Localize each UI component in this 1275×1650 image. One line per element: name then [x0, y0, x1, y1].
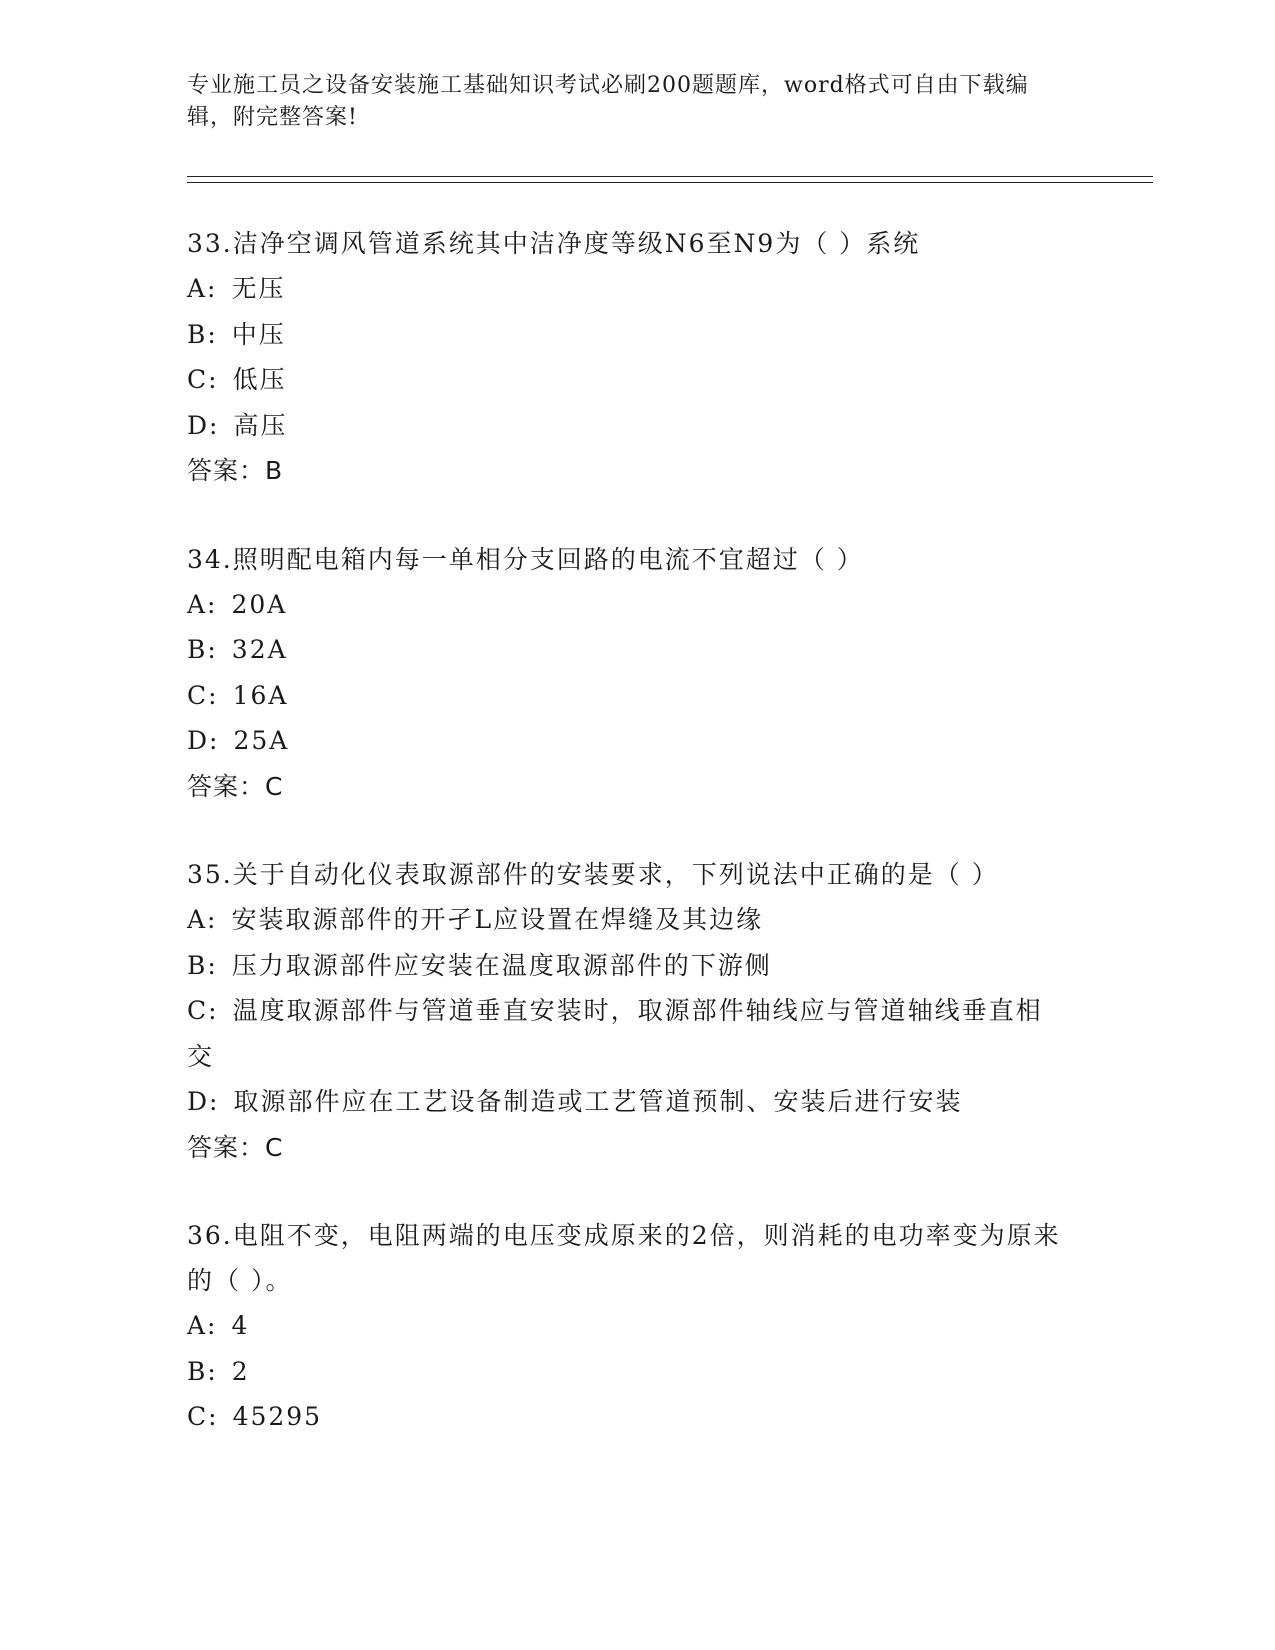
option-text: 25A — [233, 726, 290, 755]
option-key: D: — [187, 726, 220, 755]
option-text: 安装取源部件的开孑L应设置在焊缝及其边缘 — [231, 905, 764, 934]
option-text: 温度取源部件与管道垂直安装时，取源部件轴线应与管道轴线垂直相交 — [187, 996, 1043, 1071]
document-page — [187, 70, 1157, 1483]
option-key: A: — [187, 274, 218, 303]
header-divider — [187, 176, 1153, 183]
option-key: B: — [187, 950, 218, 980]
option-key: C: — [187, 680, 219, 710]
option-key: C: — [187, 996, 219, 1025]
question-stem: 35.关于自动化仪表取源部件的安装要求，下列说法中正确的是（ ） — [187, 860, 999, 889]
option-text: 高压 — [233, 410, 288, 440]
option-text: 无压 — [231, 274, 286, 303]
option-text: 取源部件应在工艺设备制造或工艺管道预制、安装后进行安装 — [233, 1087, 963, 1116]
answer-label: 答案：B — [187, 456, 284, 485]
option-key: A: — [187, 1311, 218, 1340]
question-stem: 34.照明配电箱内每一单相分支回路的电流不宜超过（ ） — [187, 544, 864, 574]
option-key: D: — [187, 410, 220, 440]
option-a — [187, 582, 1067, 628]
option-key: A: — [187, 905, 218, 934]
option-key: A: — [187, 589, 218, 619]
option-key: B: — [187, 319, 218, 349]
question-stem: 33.洁净空调风管道系统其中洁净度等级N6至N9为（ ）系统 — [187, 229, 921, 258]
answer-label: 答案：C — [187, 1132, 284, 1162]
option-text: 低压 — [232, 365, 287, 394]
option-text: 16A — [232, 680, 289, 710]
option-a — [187, 897, 1067, 943]
option-text: 4 — [231, 1311, 250, 1340]
option-c — [187, 673, 1067, 719]
question-34 — [187, 537, 1157, 810]
option-text: 32A — [231, 635, 288, 664]
option-c — [187, 988, 1067, 1079]
option-c — [187, 357, 1067, 403]
option-key: D: — [187, 1087, 220, 1116]
option-text: 中压 — [231, 319, 286, 349]
question-list — [187, 221, 1157, 1440]
option-c — [187, 1394, 1067, 1440]
option-d — [187, 403, 1067, 449]
option-text: 2 — [231, 1356, 250, 1386]
option-key: B: — [187, 1356, 218, 1386]
option-text: 20A — [231, 589, 288, 619]
option-key: C: — [187, 1402, 219, 1431]
option-b — [187, 312, 1067, 358]
option-text: 压力取源部件应安装在温度取源部件的下游侧 — [231, 950, 772, 980]
option-text: 45295 — [232, 1402, 323, 1431]
question-stem: 36.电阻不变，电阻两端的电压变成原来的2倍，则消耗的电功率变为原来的（ ）。 — [187, 1221, 1061, 1295]
question-36 — [187, 1213, 1157, 1440]
option-a — [187, 266, 1067, 312]
option-d — [187, 1079, 1067, 1125]
option-b — [187, 627, 1067, 673]
question-35 — [187, 852, 1157, 1170]
option-b — [187, 1349, 1067, 1395]
question-33 — [187, 221, 1157, 494]
option-d — [187, 718, 1067, 764]
document-header: 专业施工员之设备安装施工基础知识考试必刷200题题库，word格式可自由下载编辑，附完整答案! — [187, 73, 1029, 130]
answer-label: 答案：C — [187, 771, 284, 801]
option-a — [187, 1303, 1067, 1349]
option-key: C: — [187, 365, 219, 394]
option-key: B: — [187, 635, 218, 664]
option-b — [187, 943, 1067, 989]
